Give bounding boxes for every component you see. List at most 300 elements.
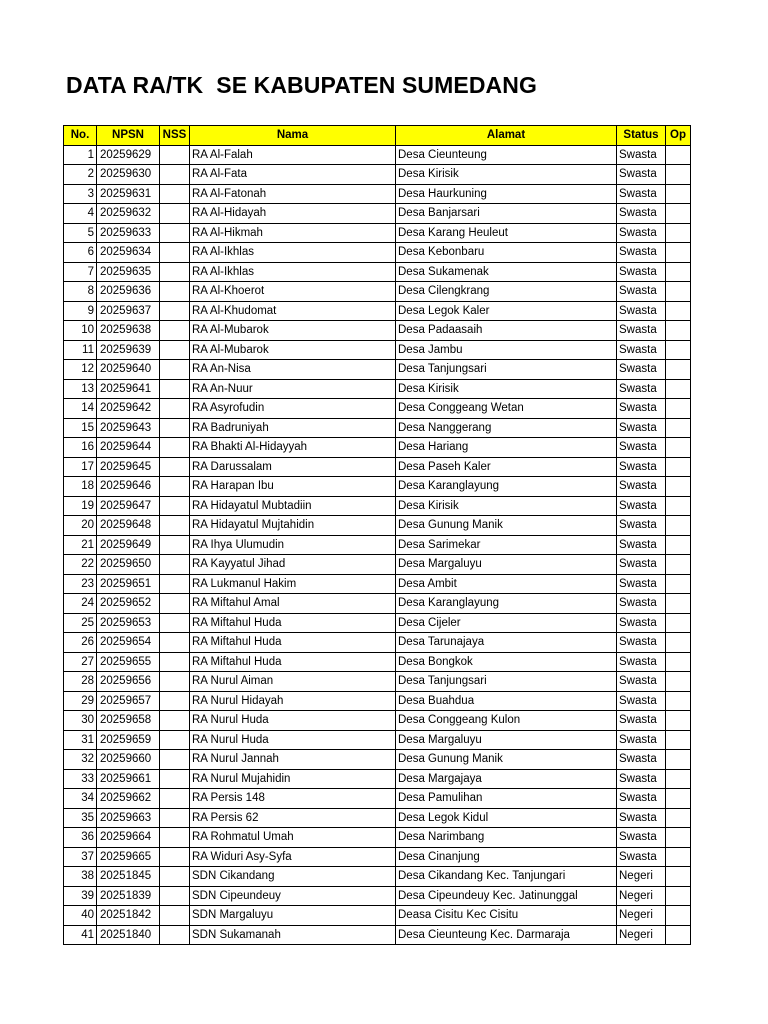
cell-nss	[160, 496, 190, 516]
cell-alamat: Desa Pamulihan	[396, 789, 617, 809]
column-header-alamat: Alamat	[396, 126, 617, 146]
cell-nama: RA Al-Fatonah	[190, 184, 396, 204]
cell-npsn: 20259652	[97, 594, 160, 614]
cell-status: Swasta	[617, 847, 666, 867]
cell-alamat: Desa Nanggerang	[396, 418, 617, 438]
cell-no: 27	[64, 652, 97, 672]
column-header-op: Op	[666, 126, 691, 146]
table-row	[64, 516, 691, 536]
cell-status: Swasta	[617, 613, 666, 633]
cell-no: 4	[64, 204, 97, 224]
cell-npsn: 20259634	[97, 243, 160, 263]
cell-nss	[160, 477, 190, 497]
cell-alamat: Desa Margajaya	[396, 769, 617, 789]
cell-nss	[160, 886, 190, 906]
cell-npsn: 20251839	[97, 886, 160, 906]
cell-alamat: Desa Cilengkrang	[396, 282, 617, 302]
cell-no: 20	[64, 516, 97, 536]
cell-op	[666, 730, 691, 750]
cell-no: 13	[64, 379, 97, 399]
cell-op	[666, 223, 691, 243]
cell-op	[666, 886, 691, 906]
cell-op	[666, 477, 691, 497]
cell-no: 12	[64, 360, 97, 380]
cell-npsn: 20259632	[97, 204, 160, 224]
cell-npsn: 20259664	[97, 828, 160, 848]
cell-npsn: 20259661	[97, 769, 160, 789]
cell-op	[666, 340, 691, 360]
cell-op	[666, 867, 691, 887]
cell-nss	[160, 906, 190, 926]
cell-npsn: 20259654	[97, 633, 160, 653]
cell-npsn: 20259635	[97, 262, 160, 282]
column-header-status: Status	[617, 126, 666, 146]
cell-npsn: 20259642	[97, 399, 160, 419]
cell-npsn: 20251845	[97, 867, 160, 887]
cell-nss	[160, 438, 190, 458]
cell-status: Negeri	[617, 867, 666, 887]
table-row	[64, 399, 691, 419]
column-header-npsn: NPSN	[97, 126, 160, 146]
cell-nss	[160, 769, 190, 789]
table-row	[64, 223, 691, 243]
cell-nama: RA Persis 62	[190, 808, 396, 828]
table-row	[64, 925, 691, 945]
cell-status: Swasta	[617, 379, 666, 399]
cell-status: Swasta	[617, 418, 666, 438]
cell-nama: RA Harapan Ibu	[190, 477, 396, 497]
cell-nama: RA Nurul Huda	[190, 711, 396, 731]
cell-status: Swasta	[617, 165, 666, 185]
cell-npsn: 20259645	[97, 457, 160, 477]
cell-no: 36	[64, 828, 97, 848]
cell-alamat: Desa Kirisik	[396, 165, 617, 185]
cell-nss	[160, 145, 190, 165]
cell-nss	[160, 672, 190, 692]
cell-nama: RA Rohmatul Umah	[190, 828, 396, 848]
cell-npsn: 20259659	[97, 730, 160, 750]
cell-nama: RA Al-Mubarok	[190, 321, 396, 341]
table-row	[64, 438, 691, 458]
cell-op	[666, 906, 691, 926]
cell-npsn: 20259636	[97, 282, 160, 302]
cell-nama: RA Al-Khudomat	[190, 301, 396, 321]
cell-no: 37	[64, 847, 97, 867]
cell-nama: RA Nurul Huda	[190, 730, 396, 750]
table-row	[64, 711, 691, 731]
cell-status: Swasta	[617, 574, 666, 594]
cell-nss	[160, 711, 190, 731]
cell-no: 30	[64, 711, 97, 731]
cell-alamat: Desa Gunung Manik	[396, 516, 617, 536]
cell-no: 32	[64, 750, 97, 770]
cell-status: Swasta	[617, 555, 666, 575]
cell-npsn: 20259639	[97, 340, 160, 360]
cell-nama: RA Darussalam	[190, 457, 396, 477]
cell-op	[666, 379, 691, 399]
cell-op	[666, 633, 691, 653]
cell-op	[666, 262, 691, 282]
cell-nama: RA Kayyatul Jihad	[190, 555, 396, 575]
cell-nss	[160, 574, 190, 594]
cell-op	[666, 457, 691, 477]
cell-no: 6	[64, 243, 97, 263]
cell-npsn: 20259660	[97, 750, 160, 770]
cell-nama: RA An-Nisa	[190, 360, 396, 380]
cell-no: 24	[64, 594, 97, 614]
cell-nama: RA Al-Hikmah	[190, 223, 396, 243]
cell-nss	[160, 262, 190, 282]
cell-op	[666, 516, 691, 536]
cell-op	[666, 496, 691, 516]
cell-alamat: Desa Karanglayung	[396, 594, 617, 614]
cell-op	[666, 808, 691, 828]
cell-status: Swasta	[617, 828, 666, 848]
cell-npsn: 20259647	[97, 496, 160, 516]
cell-alamat: Desa Paseh Kaler	[396, 457, 617, 477]
cell-op	[666, 282, 691, 302]
table-row	[64, 243, 691, 263]
cell-no: 41	[64, 925, 97, 945]
cell-alamat: Desa Tanjungsari	[396, 360, 617, 380]
cell-npsn: 20259643	[97, 418, 160, 438]
cell-status: Swasta	[617, 496, 666, 516]
cell-alamat: Desa Cieunteung Kec. Darmaraja	[396, 925, 617, 945]
table-row	[64, 750, 691, 770]
cell-no: 25	[64, 613, 97, 633]
cell-nss	[160, 652, 190, 672]
cell-nama: RA Asyrofudin	[190, 399, 396, 419]
cell-op	[666, 418, 691, 438]
cell-op	[666, 594, 691, 614]
cell-op	[666, 535, 691, 555]
cell-nama: RA Persis 148	[190, 789, 396, 809]
cell-no: 5	[64, 223, 97, 243]
cell-op	[666, 652, 691, 672]
table-row	[64, 496, 691, 516]
cell-status: Swasta	[617, 399, 666, 419]
cell-status: Negeri	[617, 925, 666, 945]
table-row	[64, 204, 691, 224]
cell-alamat: Desa Banjarsari	[396, 204, 617, 224]
column-header-nss: NSS	[160, 126, 190, 146]
cell-no: 3	[64, 184, 97, 204]
cell-status: Negeri	[617, 886, 666, 906]
cell-op	[666, 925, 691, 945]
cell-op	[666, 613, 691, 633]
table-row	[64, 262, 691, 282]
cell-nama: RA Ihya Ulumudin	[190, 535, 396, 555]
cell-nama: RA Hidayatul Mubtadiin	[190, 496, 396, 516]
cell-npsn: 20259641	[97, 379, 160, 399]
cell-status: Swasta	[617, 262, 666, 282]
cell-alamat: Desa Margaluyu	[396, 555, 617, 575]
cell-alamat: Desa Sukamenak	[396, 262, 617, 282]
column-header-no: No.	[64, 126, 97, 146]
cell-no: 26	[64, 633, 97, 653]
cell-nss	[160, 360, 190, 380]
cell-no: 28	[64, 672, 97, 692]
table-row	[64, 379, 691, 399]
cell-status: Swasta	[617, 672, 666, 692]
cell-no: 8	[64, 282, 97, 302]
table-row	[64, 555, 691, 575]
table-row	[64, 789, 691, 809]
cell-status: Swasta	[617, 438, 666, 458]
table-row	[64, 418, 691, 438]
cell-no: 21	[64, 535, 97, 555]
cell-alamat: Desa Bongkok	[396, 652, 617, 672]
cell-no: 1	[64, 145, 97, 165]
cell-alamat: Desa Conggeang Wetan	[396, 399, 617, 419]
cell-op	[666, 672, 691, 692]
cell-npsn: 20259662	[97, 789, 160, 809]
cell-status: Swasta	[617, 243, 666, 263]
cell-npsn: 20259665	[97, 847, 160, 867]
cell-nss	[160, 516, 190, 536]
cell-nama: RA Widuri Asy-Syfa	[190, 847, 396, 867]
table-row	[64, 672, 691, 692]
cell-npsn: 20259629	[97, 145, 160, 165]
cell-op	[666, 243, 691, 263]
cell-npsn: 20259637	[97, 301, 160, 321]
cell-op	[666, 184, 691, 204]
table-row	[64, 535, 691, 555]
cell-op	[666, 750, 691, 770]
table-row	[64, 691, 691, 711]
header-row	[64, 126, 691, 146]
cell-no: 33	[64, 769, 97, 789]
cell-nss	[160, 691, 190, 711]
cell-no: 19	[64, 496, 97, 516]
cell-op	[666, 399, 691, 419]
table-row	[64, 360, 691, 380]
cell-alamat: Desa Padaasaih	[396, 321, 617, 341]
cell-nama: RA Al-Falah	[190, 145, 396, 165]
cell-nama: RA Al-Ikhlas	[190, 243, 396, 263]
cell-npsn: 20259656	[97, 672, 160, 692]
cell-op	[666, 555, 691, 575]
cell-alamat: Desa Cinanjung	[396, 847, 617, 867]
cell-no: 23	[64, 574, 97, 594]
cell-op	[666, 574, 691, 594]
table-row	[64, 847, 691, 867]
cell-nama: SDN Cikandang	[190, 867, 396, 887]
table-row	[64, 574, 691, 594]
table-row	[64, 652, 691, 672]
cell-nama: RA Miftahul Amal	[190, 594, 396, 614]
cell-no: 22	[64, 555, 97, 575]
cell-op	[666, 204, 691, 224]
cell-status: Swasta	[617, 457, 666, 477]
cell-status: Swasta	[617, 516, 666, 536]
cell-op	[666, 301, 691, 321]
cell-npsn: 20259650	[97, 555, 160, 575]
cell-npsn: 20259649	[97, 535, 160, 555]
cell-nss	[160, 165, 190, 185]
cell-nama: RA Nurul Hidayah	[190, 691, 396, 711]
cell-alamat: Desa Tanjungsari	[396, 672, 617, 692]
table-row	[64, 165, 691, 185]
cell-npsn: 20259631	[97, 184, 160, 204]
cell-nss	[160, 750, 190, 770]
cell-npsn: 20259658	[97, 711, 160, 731]
cell-no: 34	[64, 789, 97, 809]
cell-alamat: Desa Karang Heuleut	[396, 223, 617, 243]
cell-status: Swasta	[617, 360, 666, 380]
cell-op	[666, 321, 691, 341]
cell-alamat: Desa Jambu	[396, 340, 617, 360]
column-header-nama: Nama	[190, 126, 396, 146]
cell-npsn: 20259640	[97, 360, 160, 380]
cell-npsn: 20251840	[97, 925, 160, 945]
cell-alamat: Desa Ambit	[396, 574, 617, 594]
cell-op	[666, 438, 691, 458]
cell-no: 15	[64, 418, 97, 438]
cell-nss	[160, 925, 190, 945]
cell-op	[666, 145, 691, 165]
cell-npsn: 20259653	[97, 613, 160, 633]
table-row	[64, 769, 691, 789]
cell-no: 35	[64, 808, 97, 828]
data-table	[63, 125, 691, 945]
table-row	[64, 886, 691, 906]
cell-status: Swasta	[617, 223, 666, 243]
cell-nss	[160, 243, 190, 263]
cell-nss	[160, 184, 190, 204]
cell-op	[666, 789, 691, 809]
table-row	[64, 340, 691, 360]
cell-nss	[160, 301, 190, 321]
cell-status: Swasta	[617, 750, 666, 770]
cell-status: Swasta	[617, 184, 666, 204]
cell-nss	[160, 808, 190, 828]
cell-alamat: Desa Cikandang Kec. Tanjungari	[396, 867, 617, 887]
cell-op	[666, 769, 691, 789]
cell-nama: RA An-Nuur	[190, 379, 396, 399]
cell-op	[666, 165, 691, 185]
cell-status: Swasta	[617, 808, 666, 828]
table-row	[64, 828, 691, 848]
cell-no: 40	[64, 906, 97, 926]
cell-alamat: Desa Sarimekar	[396, 535, 617, 555]
cell-nss	[160, 594, 190, 614]
cell-nama: RA Miftahul Huda	[190, 633, 396, 653]
table-row	[64, 808, 691, 828]
cell-nss	[160, 282, 190, 302]
cell-npsn: 20259655	[97, 652, 160, 672]
table-row	[64, 477, 691, 497]
cell-status: Swasta	[617, 789, 666, 809]
cell-nama: RA Miftahul Huda	[190, 613, 396, 633]
cell-status: Swasta	[617, 145, 666, 165]
cell-npsn: 20259648	[97, 516, 160, 536]
cell-status: Swasta	[617, 769, 666, 789]
cell-npsn: 20259630	[97, 165, 160, 185]
cell-nama: SDN Sukamanah	[190, 925, 396, 945]
cell-alamat: Desa Conggeang Kulon	[396, 711, 617, 731]
cell-nama: RA Miftahul Huda	[190, 652, 396, 672]
cell-nss	[160, 633, 190, 653]
cell-nama: RA Al-Hidayah	[190, 204, 396, 224]
cell-op	[666, 360, 691, 380]
cell-alamat: Desa Narimbang	[396, 828, 617, 848]
cell-status: Swasta	[617, 301, 666, 321]
cell-nss	[160, 204, 190, 224]
cell-npsn: 20259657	[97, 691, 160, 711]
cell-nama: RA Bhakti Al-Hidayyah	[190, 438, 396, 458]
cell-status: Swasta	[617, 730, 666, 750]
cell-alamat: Deasa Cisitu Kec Cisitu	[396, 906, 617, 926]
table-row	[64, 321, 691, 341]
cell-no: 2	[64, 165, 97, 185]
cell-npsn: 20251842	[97, 906, 160, 926]
cell-alamat: Desa Margaluyu	[396, 730, 617, 750]
cell-status: Swasta	[617, 594, 666, 614]
cell-no: 17	[64, 457, 97, 477]
cell-alamat: Desa Kirisik	[396, 496, 617, 516]
cell-nama: RA Badruniyah	[190, 418, 396, 438]
cell-nama: RA Lukmanul Hakim	[190, 574, 396, 594]
table-row	[64, 594, 691, 614]
cell-npsn: 20259651	[97, 574, 160, 594]
cell-alamat: Desa Kirisik	[396, 379, 617, 399]
cell-alamat: Desa Gunung Manik	[396, 750, 617, 770]
cell-nama: RA Al-Khoerot	[190, 282, 396, 302]
cell-op	[666, 711, 691, 731]
cell-nama: RA Al-Fata	[190, 165, 396, 185]
cell-nss	[160, 613, 190, 633]
cell-status: Swasta	[617, 321, 666, 341]
cell-status: Swasta	[617, 535, 666, 555]
cell-op	[666, 847, 691, 867]
table-row	[64, 184, 691, 204]
cell-status: Swasta	[617, 633, 666, 653]
cell-nama: RA Nurul Mujahidin	[190, 769, 396, 789]
cell-status: Swasta	[617, 652, 666, 672]
cell-nss	[160, 321, 190, 341]
table-row	[64, 282, 691, 302]
cell-alamat: Desa Cijeler	[396, 613, 617, 633]
cell-alamat: Desa Cipeundeuy Kec. Jatinunggal	[396, 886, 617, 906]
cell-alamat: Desa Legok Kidul	[396, 808, 617, 828]
table-row	[64, 145, 691, 165]
cell-alamat: Desa Karanglayung	[396, 477, 617, 497]
cell-npsn: 20259633	[97, 223, 160, 243]
cell-nama: SDN Margaluyu	[190, 906, 396, 926]
cell-nama: RA Al-Mubarok	[190, 340, 396, 360]
cell-status: Swasta	[617, 711, 666, 731]
table-row	[64, 457, 691, 477]
table-row	[64, 613, 691, 633]
cell-npsn: 20259644	[97, 438, 160, 458]
cell-nama: RA Nurul Aiman	[190, 672, 396, 692]
cell-no: 31	[64, 730, 97, 750]
table-row	[64, 906, 691, 926]
table-body	[64, 145, 691, 945]
cell-no: 10	[64, 321, 97, 341]
cell-op	[666, 691, 691, 711]
table-row	[64, 730, 691, 750]
page-title: DATA RA/TK SE KABUPATEN SUMEDANG	[66, 72, 537, 98]
cell-status: Swasta	[617, 204, 666, 224]
cell-status: Swasta	[617, 477, 666, 497]
cell-npsn: 20259646	[97, 477, 160, 497]
cell-alamat: Desa Kebonbaru	[396, 243, 617, 263]
cell-no: 39	[64, 886, 97, 906]
cell-nama: RA Hidayatul Mujtahidin	[190, 516, 396, 536]
cell-nss	[160, 535, 190, 555]
